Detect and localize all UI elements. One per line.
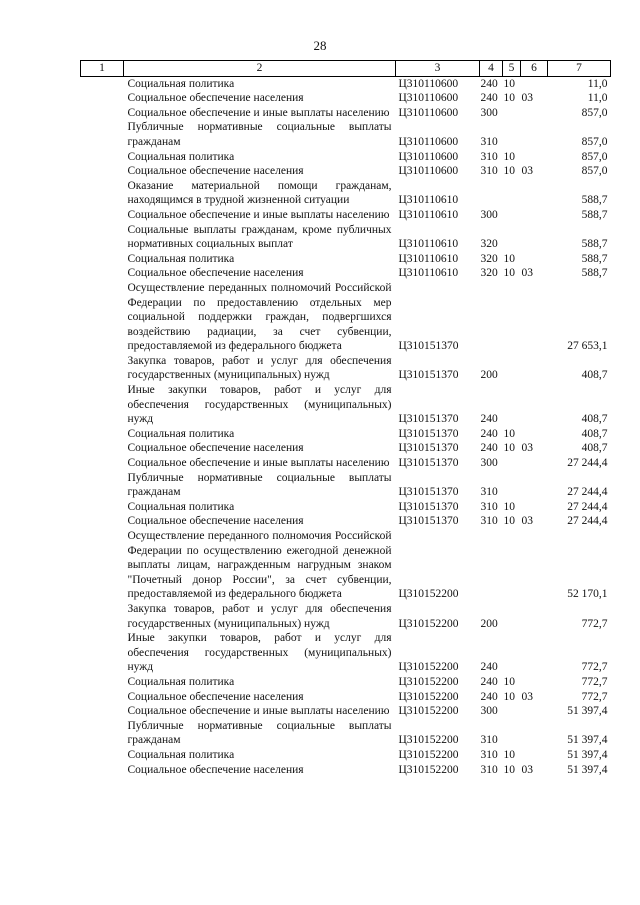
row-vr: 240	[480, 92, 498, 105]
row-sum: 51 397,4	[567, 705, 608, 718]
row-sum: 772,7	[581, 661, 608, 674]
row-sum: 857,0	[581, 165, 608, 178]
row-sum: 27 653,1	[567, 340, 608, 353]
row-col-1	[81, 471, 124, 500]
row-code: Ц310151370	[398, 486, 459, 499]
table-row	[81, 500, 611, 515]
row-pr	[521, 529, 548, 602]
row-code: Ц310151370	[398, 515, 459, 528]
row-pr	[521, 471, 548, 500]
row-name: Социальные выплаты гражданам, кроме публичных нормативных социальных выплат	[127, 223, 392, 251]
row-rz: 10	[503, 150, 515, 163]
row-pr	[521, 223, 548, 252]
row-vr: 300	[480, 457, 498, 470]
row-pr: 03	[521, 267, 533, 280]
row-col-1	[81, 252, 124, 267]
row-rz	[503, 704, 521, 719]
row-vr: 310	[480, 515, 498, 528]
row-sum: 588,7	[581, 267, 608, 280]
row-sum: 857,0	[581, 135, 608, 148]
row-vr: 200	[480, 369, 498, 382]
table-row	[81, 719, 611, 748]
header-col-3: 3	[396, 61, 480, 77]
row-vr: 320	[480, 238, 498, 251]
row-name: Социальное обеспечение населения	[127, 690, 304, 703]
row-name: Социальная политика	[127, 427, 235, 440]
row-col-1	[81, 690, 124, 705]
row-sum: 772,7	[581, 675, 608, 688]
row-name: Социальная политика	[127, 150, 235, 163]
row-rz	[503, 120, 521, 149]
row-rz	[503, 529, 521, 602]
row-code: Ц310151370	[398, 500, 459, 513]
table-row	[81, 427, 611, 442]
row-name: Социальное обеспечение населения	[127, 515, 304, 528]
row-vr: 310	[480, 486, 498, 499]
row-code: Ц310151370	[398, 427, 459, 440]
header-col-6: 6	[521, 61, 548, 77]
row-name: Социальное обеспечение и иные выплаты населению	[127, 208, 390, 221]
row-col-1	[81, 500, 124, 515]
row-col-1	[81, 427, 124, 442]
row-sum: 857,0	[581, 106, 608, 119]
row-rz: 10	[503, 675, 515, 688]
row-sum: 408,7	[581, 413, 608, 426]
row-rz: 10	[503, 515, 515, 528]
row-col-1	[81, 383, 124, 427]
table-row	[81, 179, 611, 208]
row-code: Ц310152200	[398, 617, 459, 630]
row-pr	[521, 281, 548, 354]
row-name: Социальное обеспечение населения	[127, 165, 304, 178]
row-vr: 200	[480, 617, 498, 630]
row-name: Социальное обеспечение населения	[127, 763, 304, 776]
row-name: Осуществление переданных полномочий Российской Федерации по предоставлению отдельных мер социальной поддержки граждан, подвергшихся воздействию радиации, за счет субвенции, предоставляемой из федерального бюджета	[127, 281, 392, 353]
table-row	[81, 354, 611, 383]
row-vr	[480, 281, 503, 354]
table-row	[81, 223, 611, 252]
row-col-1	[81, 91, 124, 106]
row-name: Публичные нормативные социальные выплаты гражданам	[127, 471, 392, 499]
row-pr	[521, 106, 548, 121]
table-header	[81, 61, 611, 77]
row-pr	[521, 354, 548, 383]
row-code: Ц310152200	[398, 748, 459, 761]
row-rz	[503, 208, 521, 223]
row-pr: 03	[521, 442, 533, 455]
row-sum: 408,7	[581, 427, 608, 440]
row-sum: 27 244,4	[567, 500, 608, 513]
row-rz: 10	[503, 763, 515, 776]
row-vr: 320	[480, 252, 498, 265]
row-rz: 10	[503, 165, 515, 178]
row-sum: 11,0	[587, 92, 608, 105]
row-sum: 51 397,4	[567, 748, 608, 761]
row-sum: 408,7	[581, 369, 608, 382]
row-code: Ц310151370	[398, 340, 459, 353]
row-col-1	[81, 281, 124, 354]
row-name: Социальное обеспечение и иные выплаты населению	[127, 457, 390, 470]
row-vr: 300	[480, 705, 498, 718]
row-sum: 11,0	[587, 77, 608, 90]
row-col-1	[81, 763, 124, 778]
row-sum: 772,7	[581, 617, 608, 630]
table-row	[81, 150, 611, 165]
row-vr: 240	[480, 442, 498, 455]
row-pr	[521, 456, 548, 471]
row-pr: 03	[521, 515, 533, 528]
row-col-1	[81, 675, 124, 690]
row-rz	[503, 602, 521, 631]
table-row	[81, 106, 611, 121]
row-sum: 51 397,4	[567, 763, 608, 776]
row-col-1	[81, 208, 124, 223]
row-sum: 857,0	[581, 150, 608, 163]
row-name: Социальная политика	[127, 500, 235, 513]
header-col-7: 7	[548, 61, 611, 77]
row-sum: 27 244,4	[567, 486, 608, 499]
row-code: Ц310110600	[398, 135, 459, 148]
row-vr: 310	[480, 734, 498, 747]
row-rz	[503, 471, 521, 500]
row-col-1	[81, 514, 124, 529]
row-col-1	[81, 441, 124, 456]
row-code: Ц310110610	[398, 267, 459, 280]
row-col-1	[81, 602, 124, 631]
budget-table	[80, 60, 611, 777]
row-code: Ц310110610	[398, 208, 459, 221]
table-body	[81, 76, 611, 777]
row-col-1	[81, 719, 124, 748]
row-rz: 10	[503, 77, 515, 90]
row-pr: 03	[521, 92, 533, 105]
row-pr	[521, 150, 548, 165]
row-name: Публичные нормативные социальные выплаты гражданам	[127, 719, 392, 747]
row-rz	[503, 179, 521, 208]
row-code: Ц310152200	[398, 734, 459, 747]
row-sum: 588,7	[581, 252, 608, 265]
row-name: Закупка товаров, работ и услуг для обеспечения государственных (муниципальных) нужд	[127, 602, 392, 630]
row-rz	[503, 383, 521, 427]
row-pr: 03	[521, 165, 533, 178]
row-sum: 772,7	[581, 690, 608, 703]
row-name: Социальное обеспечение населения	[127, 442, 304, 455]
row-vr	[480, 529, 503, 602]
row-vr: 310	[480, 500, 498, 513]
table-row	[81, 281, 611, 354]
row-col-1	[81, 456, 124, 471]
table-row	[81, 266, 611, 281]
row-col-1	[81, 164, 124, 179]
row-vr: 240	[480, 675, 498, 688]
table-row	[81, 690, 611, 705]
row-vr: 320	[480, 267, 498, 280]
row-rz: 10	[503, 427, 515, 440]
row-name: Иные закупки товаров, работ и услуг для обеспечения государственных (муниципальных) нужд	[127, 384, 392, 426]
row-code: Ц310110600	[398, 150, 459, 163]
row-vr: 240	[480, 690, 498, 703]
row-code: Ц310110600	[398, 77, 459, 90]
row-pr	[521, 179, 548, 208]
row-sum: 408,7	[581, 442, 608, 455]
row-vr: 310	[480, 748, 498, 761]
row-pr	[521, 208, 548, 223]
row-pr	[521, 631, 548, 675]
row-code: Ц310152200	[398, 763, 459, 776]
row-sum: 27 244,4	[567, 457, 608, 470]
row-col-1	[81, 266, 124, 281]
row-sum: 588,7	[581, 208, 608, 221]
row-col-1	[81, 76, 124, 91]
row-rz: 10	[503, 267, 515, 280]
table-row	[81, 704, 611, 719]
row-vr: 240	[480, 661, 498, 674]
row-vr: 240	[480, 77, 498, 90]
row-code: Ц310151370	[398, 457, 459, 470]
row-name: Закупка товаров, работ и услуг для обеспечения государственных (муниципальных) нужд	[127, 354, 392, 382]
row-name: Социальная политика	[127, 77, 235, 90]
row-vr	[480, 179, 503, 208]
row-name: Социальная политика	[127, 748, 235, 761]
row-vr: 300	[480, 106, 498, 119]
table-row	[81, 763, 611, 778]
row-name: Социальная политика	[127, 252, 235, 265]
table-row	[81, 748, 611, 763]
row-vr: 310	[480, 165, 498, 178]
row-rz: 10	[503, 500, 515, 513]
row-pr	[521, 704, 548, 719]
table-row	[81, 76, 611, 91]
row-code: Ц310152200	[398, 675, 459, 688]
row-pr	[521, 500, 548, 515]
header-col-2: 2	[124, 61, 396, 77]
row-code: Ц310152200	[398, 705, 459, 718]
row-code: Ц310110610	[398, 238, 459, 251]
row-pr: 03	[521, 690, 533, 703]
row-name: Публичные нормативные социальные выплаты гражданам	[127, 121, 392, 148]
row-name: Социальное обеспечение населения	[127, 267, 304, 280]
row-vr: 240	[480, 413, 498, 426]
header-col-1: 1	[81, 61, 124, 77]
row-name: Оказание материальной помощи гражданам, находящимся в трудной жизненной ситуации	[127, 179, 392, 207]
row-code: Ц310151370	[398, 442, 459, 455]
row-sum: 588,7	[581, 194, 608, 207]
row-col-1	[81, 120, 124, 149]
row-rz	[503, 719, 521, 748]
table-row	[81, 529, 611, 602]
header-col-4: 4	[480, 61, 503, 77]
row-code: Ц310151370	[398, 369, 459, 382]
row-name: Осуществление переданного полномочия Российской Федерации по осуществлению ежегодной денежной выплаты лицам, награжденным нагрудным знаком "Почетный донор России", за счет субвенции, предоставляемой из федерального бюджета	[127, 530, 392, 601]
row-pr	[521, 76, 548, 91]
table-row	[81, 471, 611, 500]
row-code: Ц310151370	[398, 413, 459, 426]
row-name: Социальное обеспечение населения	[127, 92, 304, 105]
row-vr: 310	[480, 135, 498, 148]
row-name: Иные закупки товаров, работ и услуг для обеспечения государственных (муниципальных) нужд	[127, 632, 392, 674]
row-rz	[503, 223, 521, 252]
header-row	[81, 61, 611, 77]
header-col-5: 5	[503, 61, 521, 77]
row-sum: 52 170,1	[567, 588, 608, 601]
row-code: Ц310152200	[398, 690, 459, 703]
row-pr	[521, 602, 548, 631]
page-number: 28	[313, 38, 327, 53]
row-col-1	[81, 704, 124, 719]
table-row	[81, 514, 611, 529]
row-pr	[521, 427, 548, 442]
table-row	[81, 631, 611, 675]
row-vr: 310	[480, 150, 498, 163]
row-rz	[503, 281, 521, 354]
row-sum: 588,7	[581, 238, 608, 251]
row-rz: 10	[503, 748, 515, 761]
row-sum: 27 244,4	[567, 515, 608, 528]
row-pr	[521, 719, 548, 748]
row-code: Ц310152200	[398, 588, 459, 601]
row-pr	[521, 383, 548, 427]
row-rz	[503, 354, 521, 383]
table-row	[81, 675, 611, 690]
row-rz	[503, 631, 521, 675]
row-col-1	[81, 748, 124, 763]
row-rz: 10	[503, 690, 515, 703]
row-code: Ц310152200	[398, 661, 459, 674]
row-pr	[521, 748, 548, 763]
row-pr	[521, 252, 548, 267]
table-row	[81, 120, 611, 149]
row-code: Ц310110600	[398, 106, 459, 119]
row-col-1	[81, 106, 124, 121]
row-col-1	[81, 179, 124, 208]
row-col-1	[81, 631, 124, 675]
row-vr: 240	[480, 427, 498, 440]
row-pr: 03	[521, 763, 533, 776]
row-pr	[521, 120, 548, 149]
row-code: Ц310110600	[398, 165, 459, 178]
row-rz: 10	[503, 442, 515, 455]
table-row	[81, 91, 611, 106]
row-rz: 10	[503, 92, 515, 105]
row-name: Социальная политика	[127, 675, 235, 688]
table-row	[81, 164, 611, 179]
row-name: Социальное обеспечение и иные выплаты населению	[127, 106, 390, 119]
row-pr	[521, 675, 548, 690]
row-col-1	[81, 150, 124, 165]
row-col-1	[81, 354, 124, 383]
row-code: Ц310110610	[398, 194, 459, 207]
row-vr: 300	[480, 208, 498, 221]
table-row	[81, 208, 611, 223]
table-row	[81, 456, 611, 471]
row-rz	[503, 456, 521, 471]
row-col-1	[81, 223, 124, 252]
row-name: Социальное обеспечение и иные выплаты населению	[127, 705, 390, 718]
row-vr: 310	[480, 763, 498, 776]
table-row	[81, 441, 611, 456]
row-rz	[503, 106, 521, 121]
row-code: Ц310110600	[398, 92, 459, 105]
row-rz: 10	[503, 252, 515, 265]
row-sum: 51 397,4	[567, 734, 608, 747]
table-row	[81, 602, 611, 631]
table-row	[81, 252, 611, 267]
table-row	[81, 383, 611, 427]
row-code: Ц310110610	[398, 252, 459, 265]
row-col-1	[81, 529, 124, 602]
